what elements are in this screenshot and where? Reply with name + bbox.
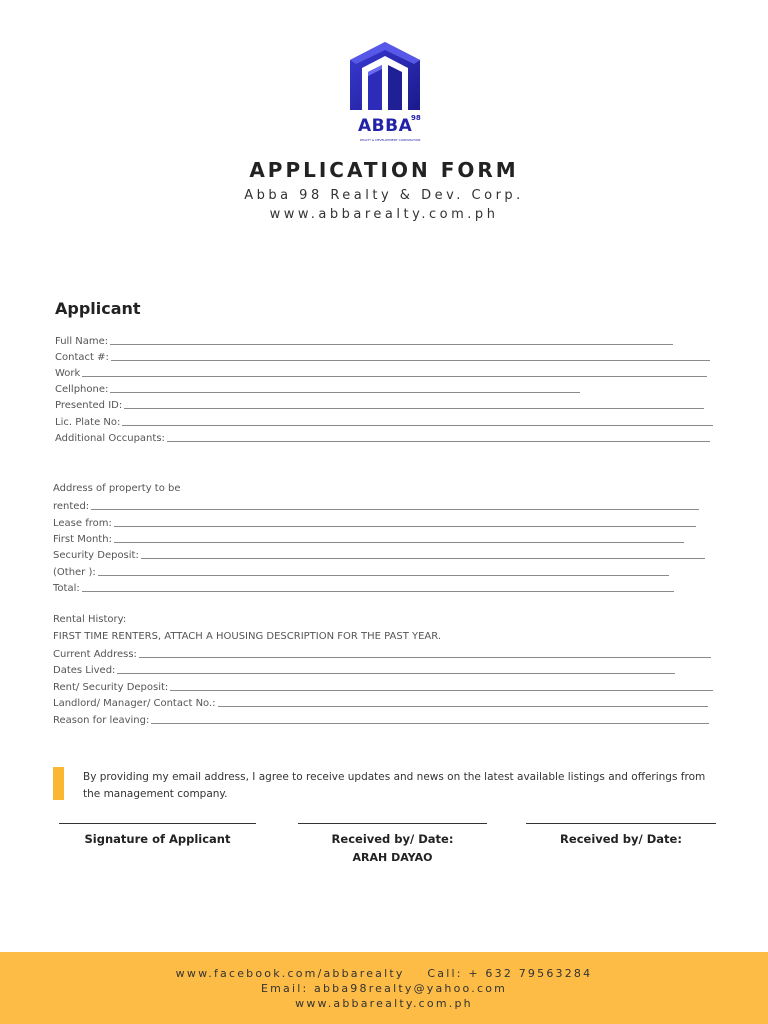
logo-tagline: REALTY & DEVELOPMENT CORPORATION [360, 138, 421, 142]
full-name-line[interactable] [110, 344, 673, 345]
rent-deposit-field[interactable] [53, 678, 713, 694]
cellphone-field[interactable] [55, 380, 580, 396]
current-address-field[interactable] [53, 645, 711, 661]
occupants-label: Additional Occupants: [55, 433, 165, 444]
consent-accent-bar [53, 767, 64, 800]
contact-label: Contact #: [55, 352, 109, 363]
rent-deposit-line[interactable] [170, 690, 713, 691]
lease-from-field[interactable] [53, 514, 696, 530]
rented-field[interactable] [53, 497, 699, 513]
current-address-label: Current Address: [53, 649, 137, 660]
house-logo-icon [338, 38, 432, 118]
work-field[interactable] [55, 364, 707, 380]
total-line[interactable] [82, 591, 674, 592]
received-by-label-1: Received by/ Date: [331, 832, 454, 846]
lic-plate-field[interactable] [55, 413, 713, 429]
presented-id-field[interactable] [55, 396, 704, 412]
lease-from-label: Lease from: [53, 518, 112, 529]
dates-lived-field[interactable] [53, 661, 675, 677]
footer [0, 952, 768, 1024]
reason-field[interactable] [53, 711, 709, 727]
received-by-line-1[interactable] [298, 823, 487, 824]
logo-superscript: 98 [411, 114, 421, 122]
lic-plate-label: Lic. Plate No: [55, 417, 121, 428]
contact-field[interactable] [55, 348, 710, 364]
reason-label: Reason for leaving: [53, 715, 150, 726]
applicant-signature-line[interactable] [59, 823, 256, 824]
work-label: Work [55, 368, 81, 379]
company-name: Abba 98 Realty & Dev. Corp. [244, 188, 524, 203]
cellphone-label: Cellphone: [55, 384, 109, 395]
received-by-label-2: Received by/ Date: [560, 832, 682, 846]
cellphone-line[interactable] [110, 392, 580, 393]
occupants-line[interactable] [167, 441, 710, 442]
landlord-field[interactable] [53, 694, 708, 710]
page-title: APPLICATION FORM [249, 158, 519, 182]
lic-plate-line[interactable] [122, 425, 713, 426]
consent-text: By providing my email address, I agree to receive updates and news on the latest available listings and offerings from the management company. [83, 771, 706, 800]
other-line[interactable] [98, 575, 669, 576]
received-by-name-1: ARAH DAYAO [352, 851, 433, 864]
contact-line[interactable] [111, 360, 710, 361]
company-website: www.abbarealty.com.ph [269, 207, 499, 222]
full-name-label: Full Name: [55, 336, 109, 347]
company-logo [338, 38, 432, 148]
received-by-line-2[interactable] [526, 823, 716, 824]
full-name-field[interactable] [55, 332, 673, 348]
first-month-label: First Month: [53, 534, 112, 545]
occupants-field[interactable] [55, 429, 710, 445]
other-field[interactable] [53, 563, 669, 579]
applicant-heading: Applicant [55, 299, 141, 318]
rental-history-heading: Rental History: [53, 614, 127, 625]
footer-social-phone: www.facebook.com/abbarealty Call: + 632 79563284 [175, 967, 593, 980]
security-deposit-line[interactable] [141, 558, 705, 559]
current-address-line[interactable] [139, 657, 711, 658]
total-field[interactable] [53, 579, 674, 595]
work-line[interactable] [82, 376, 707, 377]
dates-lived-line[interactable] [117, 673, 675, 674]
footer-website: www.abbarealty.com.ph [295, 997, 473, 1010]
first-month-line[interactable] [114, 542, 684, 543]
dates-lived-label: Dates Lived: [53, 665, 116, 676]
rented-label: rented: [53, 501, 90, 512]
security-deposit-label: Security Deposit: [53, 550, 139, 561]
applicant-signature-label: Signature of Applicant [84, 832, 231, 846]
footer-email: Email: abba98realty@yahoo.com [260, 982, 508, 995]
rental-history-note: FIRST TIME RENTERS, ATTACH A HOUSING DESCRIPTION FOR THE PAST YEAR. [53, 631, 442, 642]
presented-id-line[interactable] [124, 408, 704, 409]
rent-deposit-label: Rent/ Security Deposit: [53, 682, 169, 693]
other-label: (Other ): [53, 567, 96, 578]
lease-from-line[interactable] [114, 526, 696, 527]
rented-line[interactable] [91, 509, 699, 510]
landlord-line[interactable] [218, 706, 708, 707]
total-label: Total: [53, 583, 80, 594]
landlord-label: Landlord/ Manager/ Contact No.: [53, 698, 216, 709]
security-deposit-field[interactable] [53, 546, 705, 562]
reason-line[interactable] [151, 723, 709, 724]
presented-id-label: Presented ID: [55, 400, 123, 411]
property-address-label: Address of property to be [53, 483, 181, 494]
first-month-field[interactable] [53, 530, 684, 546]
logo-wordmark: ABBA [358, 116, 413, 136]
